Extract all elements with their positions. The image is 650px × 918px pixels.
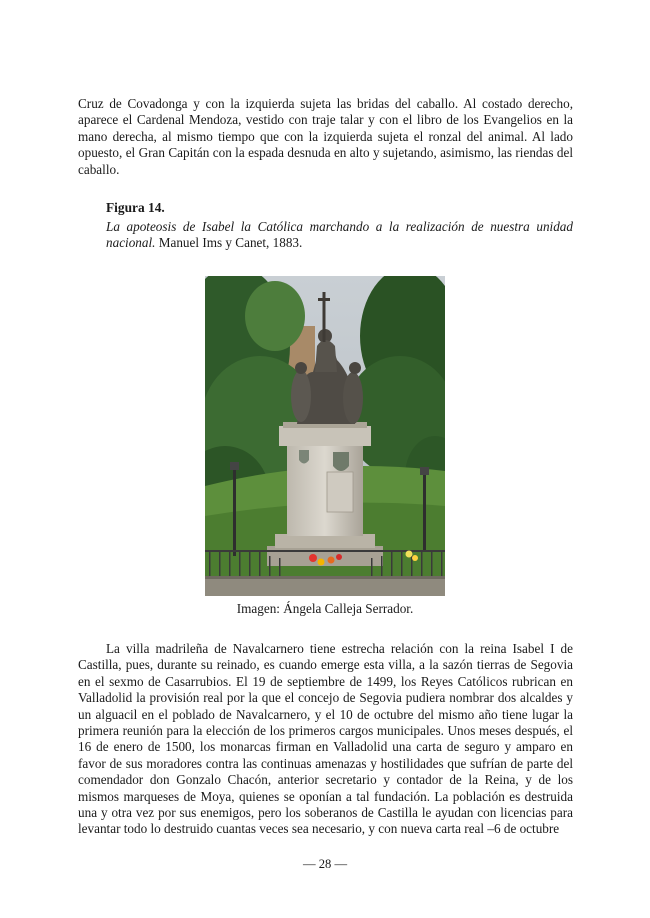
figure-label: Figura 14. xyxy=(106,200,165,215)
figure-title: La apoteosis de Isabel la Católica marchando a la realización de nuestra unidad nacional. xyxy=(106,219,573,251)
body-paragraph-bottom: La villa madrileña de Navalcarnero tiene estrecha relación con la reina Isabel I de Castilla, pues, durante su reinado, es cuando emerge esta villa, a la sazón tierras de Segovia en el sexmo de Casarrubios. El 19 de septiembre de 1499, los Reyes Católicos rubrican en Valladolid la provisión real por la que el concejo de Segovia pudiera nombrar dos alcaldes y un alguacil en el poblado de Navalcarnero, y el 10 de octubre del mismo año tiene lugar la primera reunión para la elección de los primeros cargos municipales. Unos meses después, el 16 de enero de 1500, los monarcas firman en Valladolid una carta de seguro y amparo en favor de sus moradores contra las continuas amenazas y hostilidades que sufrían de parte del comendador don Gonzalo Chacón, anterior secretario y contador de la Reina, y de los mismos marqueses de Moya, quienes se oponían a tal fundación. La población es destruida una y otra vez por sus enemigos, pero los soberanos de Castilla le ayudan con licencias para levantar todo lo destruido cuantas veces sea necesario, y con nueva carta real –6 de octubre xyxy=(78,641,573,837)
page-number: — 28 — xyxy=(302,857,348,871)
statue-photo xyxy=(205,276,445,596)
figure-author: Manuel Ims y Canet, 1883. xyxy=(155,235,303,251)
body-paragraph-top: Cruz de Covadonga y con la izquierda sujeta las bridas del caballo. Al costado derecho, aparece el Cardenal Mendoza, vestido con traje talar y con el libro de los Evangelios en la mano derecha, al mismo tiempo que con la izquierda sujeta el ronzal del animal. Al lado opuesto, el Gran Capitán con la espada desnuda en alto y sujetando, asimismo, las riendas del caballo. xyxy=(78,96,573,177)
image-credit: Imagen: Ángela Calleja Serrador. xyxy=(236,601,414,616)
figure-caption xyxy=(106,219,573,252)
